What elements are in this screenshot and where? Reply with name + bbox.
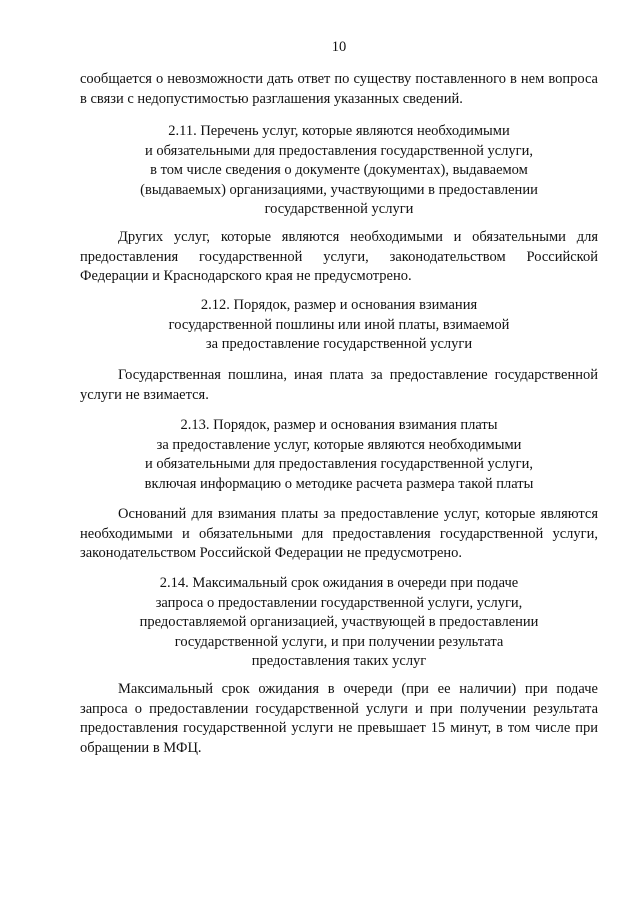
heading-line: за предоставление услуг, которые являются необходимыми	[156, 436, 522, 453]
page-number: 10	[331, 39, 347, 55]
heading-line: 2.13. Порядок, размер и основания взимания платы	[180, 417, 498, 433]
section-heading-2-14	[80, 574, 598, 672]
section-heading-2-13	[80, 416, 598, 494]
heading-line: предоставления таких услуг	[251, 653, 427, 670]
heading-line: запроса о предоставлении государственной услуги, услуги,	[155, 594, 523, 611]
heading-line: в том числе сведения о документе (документах), выдаваемом	[150, 162, 528, 179]
section-heading-2-12	[80, 296, 598, 355]
heading-line: 2.14. Максимальный срок ожидания в очереди при подаче	[159, 575, 519, 591]
heading-line: предоставляемой организацией, участвующей в предоставлении	[139, 614, 539, 631]
paragraph-fee-grounds: Оснований для взимания платы за предоставление услуг, которые являются необходимыми и обязательными для предоставления государственной услуги, законодательством Российской Федерации не предусмотрено.	[80, 506, 598, 562]
heading-line: и обязательными для предоставления государственной услуги,	[145, 142, 533, 159]
heading-line: 2.12. Порядок, размер и основания взимания	[200, 297, 478, 313]
heading-line: 2.11. Перечень услуг, которые являются необходимыми	[168, 123, 510, 139]
paragraph-state-fee: Государственная пошлина, иная плата за предоставление государственной услуги не взимается.	[80, 367, 598, 403]
section-heading-2-11	[80, 122, 598, 220]
heading-line: за предоставление государственной услуги	[205, 336, 473, 353]
heading-line: государственной пошлины или иной платы, взимаемой	[168, 316, 510, 333]
heading-line: и обязательными для предоставления государственной услуги,	[145, 456, 533, 473]
paragraph-continuation: сообщается о невозможности дать ответ по существу поставленного в нем вопроса в связи с недопустимостью разглашения указанных сведений.	[80, 71, 598, 107]
heading-line: государственной услуги, и при получении результата	[174, 633, 504, 650]
heading-line: включая информацию о методике расчета размера такой платы	[144, 475, 534, 492]
heading-line: (выдаваемых) организациями, участвующими в предоставлении	[140, 181, 538, 198]
paragraph-waiting-time: Максимальный срок ожидания в очереди (при ее наличии) при подаче запроса о предоставлении государственной услуги и при получении результата предоставления государственной услуги не превышает 15 минут, в том числе при обращении в МФЦ.	[80, 681, 598, 756]
paragraph-other-services: Других услуг, которые являются необходимыми и обязательными для предоставления государственной услуги, законодательством Российской Федерации и Краснодарского края не предусмотрено.	[80, 229, 598, 285]
heading-line: государственной услуги	[264, 201, 414, 218]
